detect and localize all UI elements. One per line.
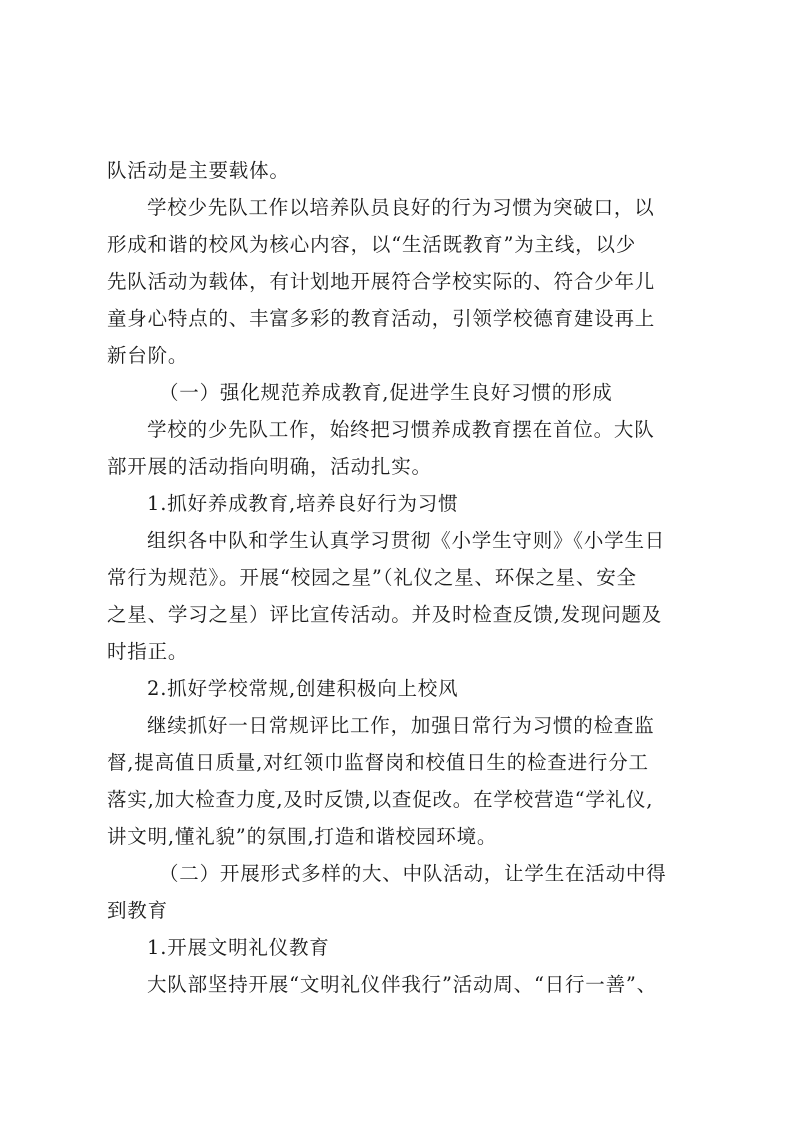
text-line-1: 队活动是主要载体。 (107, 159, 290, 182)
text-line-18: 落实,加大检查力度,及时反馈,以查促改。在学校营造“学礼仪, (107, 788, 654, 811)
text-line-6: 新台阶。 (107, 344, 189, 367)
paragraph-start-line: 组织各中队和学生认真学习贯彻《小学生守则》《小学生日 (147, 529, 666, 552)
subheading-1-1: 1.抓好养成教育,培养良好行为习惯 (147, 492, 459, 515)
paragraph-start-line: 学校的少先队工作，始终把习惯养成教育摆在首位。大队 (147, 418, 655, 441)
document-body (107, 152, 689, 1003)
subheading-1-2: 2.抓好学校常规,创建积极向上校风 (147, 677, 459, 700)
text-line-3: 形成和谐的校风为核心内容，以“生活既教育”为主线，以少 (107, 233, 637, 256)
text-line-9: 部开展的活动指向明确，活动扎实。 (107, 455, 432, 478)
text-line-13: 之星、学习之星）评比宣传活动。并及时检查反馈,发现问题及 (107, 603, 663, 626)
subheading-2-1: 1.开展文明礼仪教育 (147, 936, 330, 959)
paragraph-start-line: 继续抓好一日常规评比工作，加强日常行为习惯的检查监 (147, 714, 655, 737)
paragraph-start-line: 学校少先队工作以培养队员良好的行为习惯为突破口，以 (147, 196, 655, 219)
section-heading-1: （一）强化规范养成教育,促进学生良好习惯的形成 (159, 381, 613, 404)
text-line-17: 督,提高值日质量,对红领巾监督岗和校值日生的检查进行分工 (107, 751, 649, 774)
text-line-12: 常行为规范》。开展“校园之星”（礼仪之星、环保之星、安全 (107, 566, 637, 589)
text-line-14: 时指正。 (107, 640, 189, 663)
text-line-19: 讲文明,懂礼貌”的氛围,打造和谐校园环境。 (107, 825, 498, 848)
text-line-5: 童身心特点的、丰富多彩的教育活动，引领学校德育建设再上 (107, 307, 656, 330)
paragraph-start-line: 大队部坚持开展“文明礼仪伴我行”活动周、“日行一善”、 (147, 973, 657, 996)
text-line-21: 到教育 (107, 899, 168, 922)
section-heading-2: （二）开展形式多样的大、中队活动，让学生在活动中得 (159, 862, 667, 885)
text-line-4: 先队活动为载体，有计划地开展符合学校实际的、符合少年儿 (107, 270, 656, 293)
